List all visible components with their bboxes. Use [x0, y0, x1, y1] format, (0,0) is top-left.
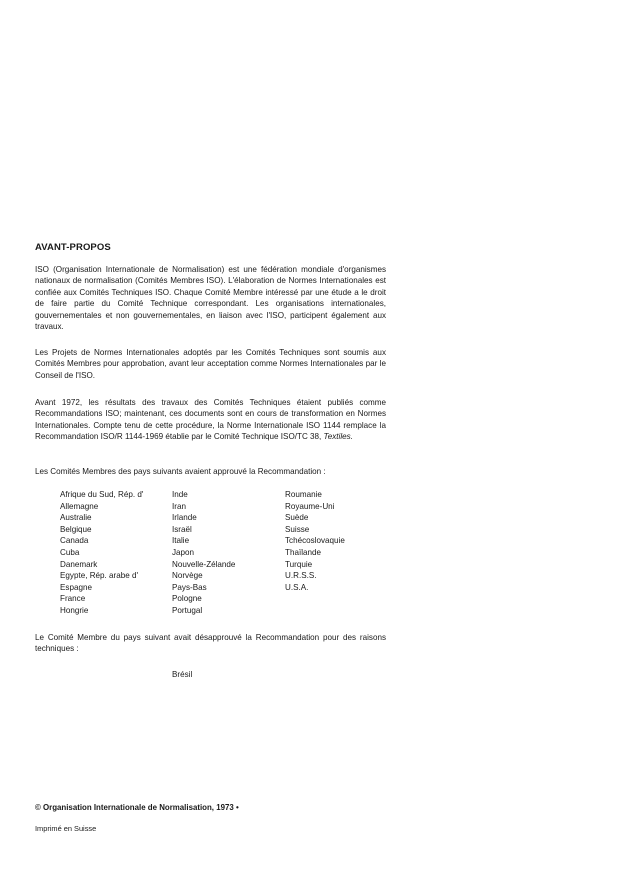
countries-column-3 [285, 489, 345, 593]
country-item: U.R.S.S. [285, 571, 317, 581]
country-item: Danemark [60, 559, 98, 569]
disapproval-intro: Le Comité Membre du pays suivant avait désapprouvé la Recommandation pour des raisons techniques : [35, 633, 386, 654]
country-item: Hongrie [60, 605, 89, 615]
approval-intro: Les Comités Membres des pays suivants avaient approuvé la Recommandation : [35, 467, 326, 476]
country-item: Italie [172, 536, 190, 546]
country-item: Cuba [60, 547, 80, 557]
country-item: Australie [60, 513, 92, 523]
country-item: Thaïlande [285, 547, 321, 557]
country-item: Allemagne [60, 501, 99, 511]
country-item: Pays-Bas [172, 582, 207, 592]
country-item: Suède [285, 513, 309, 523]
country-item: Portugal [172, 605, 203, 615]
country-item: Irlande [172, 513, 197, 523]
foreword-paragraph-projects: Les Projets de Normes Internationales adoptés par les Comités Techniques sont soumis aux Comités Membres pour approbation, avant leur acceptation comme Normes Internationales par le Conseil de l'ISO. [35, 348, 386, 380]
country-item: France [60, 594, 86, 604]
foreword-paragraph-history [35, 397, 386, 443]
disapproving-country: Brésil [172, 670, 193, 679]
country-item: Iran [172, 501, 186, 511]
country-item: Pologne [172, 594, 202, 604]
country-item: Egypte, Rép. arabe d' [60, 571, 139, 581]
committee-title: Textiles. [323, 432, 353, 442]
country-item: Roumanie [285, 490, 322, 499]
printed-in-note: Imprimé en Suisse [35, 824, 97, 833]
country-item: Afrique du Sud, Rép. d' [60, 490, 144, 499]
country-item: Espagne [60, 582, 92, 592]
country-item: Israël [172, 524, 192, 534]
country-item: Japon [172, 547, 195, 557]
country-item: Canada [60, 536, 89, 546]
country-item: Tchécoslovaquie [285, 536, 345, 546]
country-item: Nouvelle-Zélande [172, 559, 236, 569]
country-item: U.S.A. [285, 582, 309, 592]
country-item: Royaume-Uni [285, 501, 335, 511]
country-item: Turquie [285, 559, 313, 569]
country-item: Belgique [60, 524, 92, 534]
country-item: Suisse [285, 524, 310, 534]
copyright-notice: © Organisation Internationale de Normalisation, 1973 • [35, 803, 239, 812]
country-item: Inde [172, 490, 188, 499]
history-text: Avant 1972, les résultats des travaux des Comités Techniques étaient publiés comme Recommandations ISO; maintenant, ces documents sont en cours de transformation en Normes Internationales. Compte tenu de cette procédure, la Norme Internationale ISO 1144 remplace la Recommandation ISO/R 1144-1969 établie par le Comité Technique ISO/TC 38, [35, 398, 386, 442]
countries-column-1 [60, 489, 143, 617]
foreword-paragraph-iso: ISO (Organisation Internationale de Normalisation) est une fédération mondiale d'organismes nationaux de normalisation (Comités Membres ISO). L'élaboration de Normes Internationales est confiée aux Comités Techniques ISO. Chaque Comité Membre intéressé par une étude a le droit de faire partie du Comité Technique correspondant. Les organisations internationales, gouvernementales et non gouvernementales, en liaison avec l'ISO, participent également aux travaux. [35, 265, 386, 332]
countries-column-2 [172, 489, 235, 617]
country-item: Norvège [172, 571, 203, 581]
section-heading: AVANT-PROPOS [35, 242, 111, 253]
